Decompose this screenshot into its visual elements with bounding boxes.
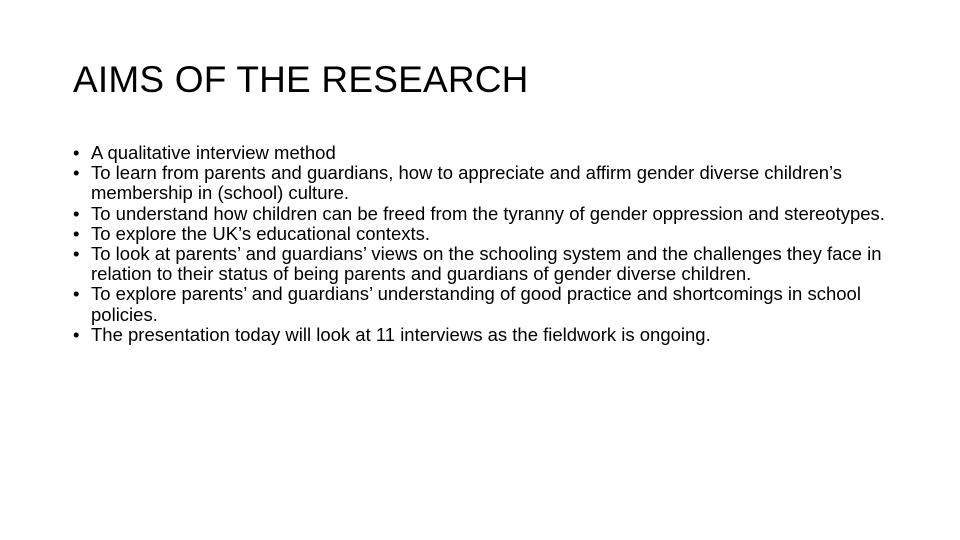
bullet-text: To look at parents’ and guardians’ views on the schooling system and the challenges they face in relation to their status of being parents and guardians of gender diverse children. bbox=[91, 243, 882, 285]
bullet-icon: • bbox=[73, 202, 80, 224]
bullet-icon: • bbox=[73, 323, 80, 345]
bullet-icon: • bbox=[73, 222, 80, 244]
bullet-text: To learn from parents and guardians, how to appreciate and affirm gender diverse children’s membership in (school) culture. bbox=[91, 162, 843, 204]
bullet-text: To explore parents’ and guardians’ understanding of good practice and shortcomings in school policies. bbox=[91, 283, 861, 325]
bullet-icon: • bbox=[73, 142, 80, 163]
bullet-list bbox=[73, 143, 888, 345]
bullet-text: To understand how children can be freed from the tyranny of gender oppression and stereotypes. bbox=[91, 202, 885, 224]
bullet-item bbox=[73, 143, 888, 163]
bullet-text: A qualitative interview method bbox=[91, 142, 336, 163]
bullet-text: To explore the UK’s educational contexts. bbox=[91, 222, 431, 244]
bullet-icon: • bbox=[73, 283, 80, 305]
bullet-icon: • bbox=[73, 243, 80, 265]
bullet-item bbox=[73, 244, 888, 284]
bullet-text: The presentation today will look at 11 interviews as the fieldwork is ongoing. bbox=[91, 323, 711, 345]
bullet-item bbox=[73, 204, 888, 224]
bullet-item bbox=[73, 325, 888, 345]
bullet-icon: • bbox=[73, 162, 80, 184]
bullet-item bbox=[73, 163, 888, 203]
bullet-item bbox=[73, 224, 888, 244]
bullet-item bbox=[73, 284, 888, 324]
slide-title: AIMS OF THE RESEARCH bbox=[73, 59, 529, 100]
